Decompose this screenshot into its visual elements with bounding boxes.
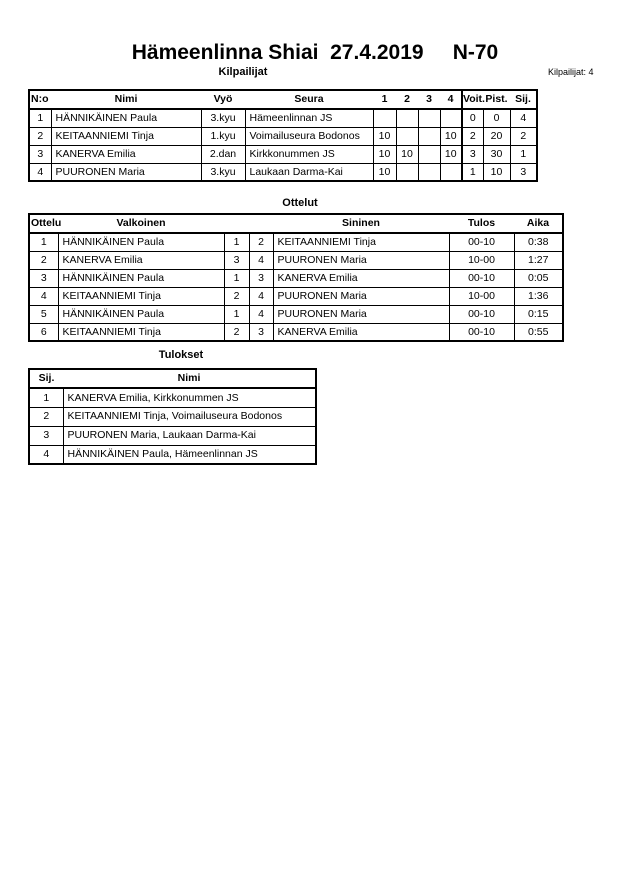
cell-pist: 0 bbox=[483, 109, 510, 127]
cell-round2: 10 bbox=[396, 145, 418, 163]
col-header-nimi: Nimi bbox=[51, 90, 201, 109]
ottelut-row bbox=[29, 323, 563, 341]
cell-nimi: KANERVA Emilia bbox=[51, 145, 201, 163]
cell-tulos: 00-10 bbox=[449, 323, 514, 341]
cell-white-number: 1 bbox=[224, 233, 249, 251]
tulokset-row bbox=[29, 445, 316, 464]
cell-tulos: 00-10 bbox=[449, 305, 514, 323]
cell-tulos: 00-10 bbox=[449, 233, 514, 251]
cell-match-no: 5 bbox=[29, 305, 58, 323]
kilpailijat-section-label: Kilpailijat bbox=[218, 66, 268, 78]
col-header-sij: Sij. bbox=[29, 369, 63, 388]
cell-aika: 1:36 bbox=[514, 287, 563, 305]
cell-valkoinen: HÄNNIKÄINEN Paula bbox=[58, 269, 224, 287]
col-header-round3: 3 bbox=[418, 90, 440, 109]
cell-sij: 2 bbox=[510, 127, 537, 145]
cell-aika: 0:55 bbox=[514, 323, 563, 341]
cell-tulos: 00-10 bbox=[449, 269, 514, 287]
cell-nimi: HÄNNIKÄINEN Paula, Hämeenlinnan JS bbox=[63, 445, 316, 464]
col-header-no: N:o bbox=[29, 90, 51, 109]
cell-no: 4 bbox=[29, 163, 51, 181]
cell-sininen: KANERVA Emilia bbox=[273, 269, 449, 287]
cell-sininen: KEITAANNIEMI Tinja bbox=[273, 233, 449, 251]
col-header-nimi: Nimi bbox=[63, 369, 316, 388]
col-header-pist: Pist. bbox=[483, 90, 510, 109]
cell-match-no: 6 bbox=[29, 323, 58, 341]
cell-pist: 10 bbox=[483, 163, 510, 181]
col-header-voit: Voit. bbox=[462, 90, 483, 109]
tulokset-row bbox=[29, 388, 316, 407]
cell-tulos: 10-00 bbox=[449, 287, 514, 305]
cell-round1: 10 bbox=[373, 163, 396, 181]
cell-no: 1 bbox=[29, 109, 51, 127]
cell-valkoinen: HÄNNIKÄINEN Paula bbox=[58, 305, 224, 323]
cell-sij: 3 bbox=[510, 163, 537, 181]
cell-blue-number: 3 bbox=[249, 269, 273, 287]
tulokset-header-row bbox=[29, 369, 316, 388]
cell-white-number: 1 bbox=[224, 269, 249, 287]
ottelut-row bbox=[29, 287, 563, 305]
cell-nimi: KEITAANNIEMI Tinja bbox=[51, 127, 201, 145]
col-header-ottelu: Ottelu bbox=[29, 214, 58, 233]
cell-voit: 2 bbox=[462, 127, 483, 145]
kilpailijat-row bbox=[29, 109, 537, 127]
cell-match-no: 1 bbox=[29, 233, 58, 251]
tulokset-table bbox=[28, 368, 317, 465]
cell-sij: 4 bbox=[510, 109, 537, 127]
cell-nimi: PUURONEN Maria, Laukaan Darma-Kai bbox=[63, 426, 316, 445]
cell-seura: Voimailuseura Bodonos bbox=[245, 127, 373, 145]
tulokset-row bbox=[29, 407, 316, 426]
cell-sij: 4 bbox=[29, 445, 63, 464]
cell-nimi: HÄNNIKÄINEN Paula bbox=[51, 109, 201, 127]
cell-sij: 1 bbox=[29, 388, 63, 407]
cell-valkoinen: KEITAANNIEMI Tinja bbox=[58, 323, 224, 341]
kilpailijat-table bbox=[28, 89, 538, 182]
cell-seura: Hämeenlinnan JS bbox=[245, 109, 373, 127]
cell-aika: 0:15 bbox=[514, 305, 563, 323]
col-header-tulos: Tulos bbox=[449, 214, 514, 233]
cell-round4 bbox=[440, 109, 462, 127]
cell-nimi: KANERVA Emilia, Kirkkonummen JS bbox=[63, 388, 316, 407]
col-header-white-number bbox=[224, 214, 249, 233]
kilpailijat-row bbox=[29, 127, 537, 145]
cell-seura: Laukaan Darma-Kai bbox=[245, 163, 373, 181]
cell-round3 bbox=[418, 127, 440, 145]
col-header-sij: Sij. bbox=[510, 90, 537, 109]
col-header-blue-number bbox=[249, 214, 273, 233]
cell-tulos: 10-00 bbox=[449, 251, 514, 269]
cell-nimi: KEITAANNIEMI Tinja, Voimailuseura Bodonos bbox=[63, 407, 316, 426]
cell-white-number: 3 bbox=[224, 251, 249, 269]
cell-round1 bbox=[373, 109, 396, 127]
kilpailijat-header-row bbox=[29, 90, 537, 109]
cell-voit: 3 bbox=[462, 145, 483, 163]
cell-no: 2 bbox=[29, 127, 51, 145]
cell-round2 bbox=[396, 109, 418, 127]
cell-valkoinen: HÄNNIKÄINEN Paula bbox=[58, 233, 224, 251]
cell-sininen: KANERVA Emilia bbox=[273, 323, 449, 341]
cell-nimi: PUURONEN Maria bbox=[51, 163, 201, 181]
cell-aika: 0:38 bbox=[514, 233, 563, 251]
cell-sij: 3 bbox=[29, 426, 63, 445]
ottelut-row bbox=[29, 305, 563, 323]
col-header-seura: Seura bbox=[245, 90, 373, 109]
cell-seura: Kirkkonummen JS bbox=[245, 145, 373, 163]
col-header-round2: 2 bbox=[396, 90, 418, 109]
cell-voit: 1 bbox=[462, 163, 483, 181]
cell-vyo: 3.kyu bbox=[201, 163, 245, 181]
cell-pist: 30 bbox=[483, 145, 510, 163]
cell-round4: 10 bbox=[440, 127, 462, 145]
cell-sininen: PUURONEN Maria bbox=[273, 287, 449, 305]
cell-sij: 2 bbox=[29, 407, 63, 426]
col-header-vyo: Vyö bbox=[201, 90, 245, 109]
cell-white-number: 2 bbox=[224, 287, 249, 305]
cell-aika: 1:27 bbox=[514, 251, 563, 269]
cell-white-number: 2 bbox=[224, 323, 249, 341]
cell-blue-number: 3 bbox=[249, 323, 273, 341]
cell-blue-number: 4 bbox=[249, 251, 273, 269]
cell-aika: 0:05 bbox=[514, 269, 563, 287]
cell-vyo: 2.dan bbox=[201, 145, 245, 163]
col-header-round1: 1 bbox=[373, 90, 396, 109]
cell-round3 bbox=[418, 163, 440, 181]
col-header-sininen: Sininen bbox=[273, 214, 449, 233]
cell-match-no: 2 bbox=[29, 251, 58, 269]
ottelut-table bbox=[28, 213, 564, 342]
cell-round3 bbox=[418, 145, 440, 163]
cell-round2 bbox=[396, 127, 418, 145]
cell-round1: 10 bbox=[373, 145, 396, 163]
cell-match-no: 3 bbox=[29, 269, 58, 287]
tulokset-section-label: Tulokset bbox=[158, 349, 204, 361]
cell-valkoinen: KEITAANNIEMI Tinja bbox=[58, 287, 224, 305]
kilpailijat-row bbox=[29, 145, 537, 163]
page-title: Hämeenlinna Shiai 27.4.2019 N-70 bbox=[131, 41, 499, 64]
cell-voit: 0 bbox=[462, 109, 483, 127]
ottelut-header-row bbox=[29, 214, 563, 233]
cell-round4: 10 bbox=[440, 145, 462, 163]
cell-no: 3 bbox=[29, 145, 51, 163]
cell-round4 bbox=[440, 163, 462, 181]
cell-blue-number: 2 bbox=[249, 233, 273, 251]
tulokset-row bbox=[29, 426, 316, 445]
cell-blue-number: 4 bbox=[249, 305, 273, 323]
ottelut-row bbox=[29, 269, 563, 287]
col-header-round4: 4 bbox=[440, 90, 462, 109]
ottelut-row bbox=[29, 233, 563, 251]
cell-vyo: 3.kyu bbox=[201, 109, 245, 127]
cell-pist: 20 bbox=[483, 127, 510, 145]
cell-sininen: PUURONEN Maria bbox=[273, 305, 449, 323]
cell-sininen: PUURONEN Maria bbox=[273, 251, 449, 269]
ottelut-section-label: Ottelut bbox=[282, 197, 318, 209]
cell-match-no: 4 bbox=[29, 287, 58, 305]
cell-sij: 1 bbox=[510, 145, 537, 163]
ottelut-row bbox=[29, 251, 563, 269]
cell-round3 bbox=[418, 109, 440, 127]
col-header-valkoinen: Valkoinen bbox=[58, 214, 224, 233]
cell-white-number: 1 bbox=[224, 305, 249, 323]
cell-vyo: 1.kyu bbox=[201, 127, 245, 145]
cell-round1: 10 bbox=[373, 127, 396, 145]
kilpailijat-row bbox=[29, 163, 537, 181]
cell-blue-number: 4 bbox=[249, 287, 273, 305]
cell-round2 bbox=[396, 163, 418, 181]
col-header-aika: Aika bbox=[514, 214, 563, 233]
competitors-count: Kilpailijat: 4 bbox=[548, 67, 594, 77]
cell-valkoinen: KANERVA Emilia bbox=[58, 251, 224, 269]
